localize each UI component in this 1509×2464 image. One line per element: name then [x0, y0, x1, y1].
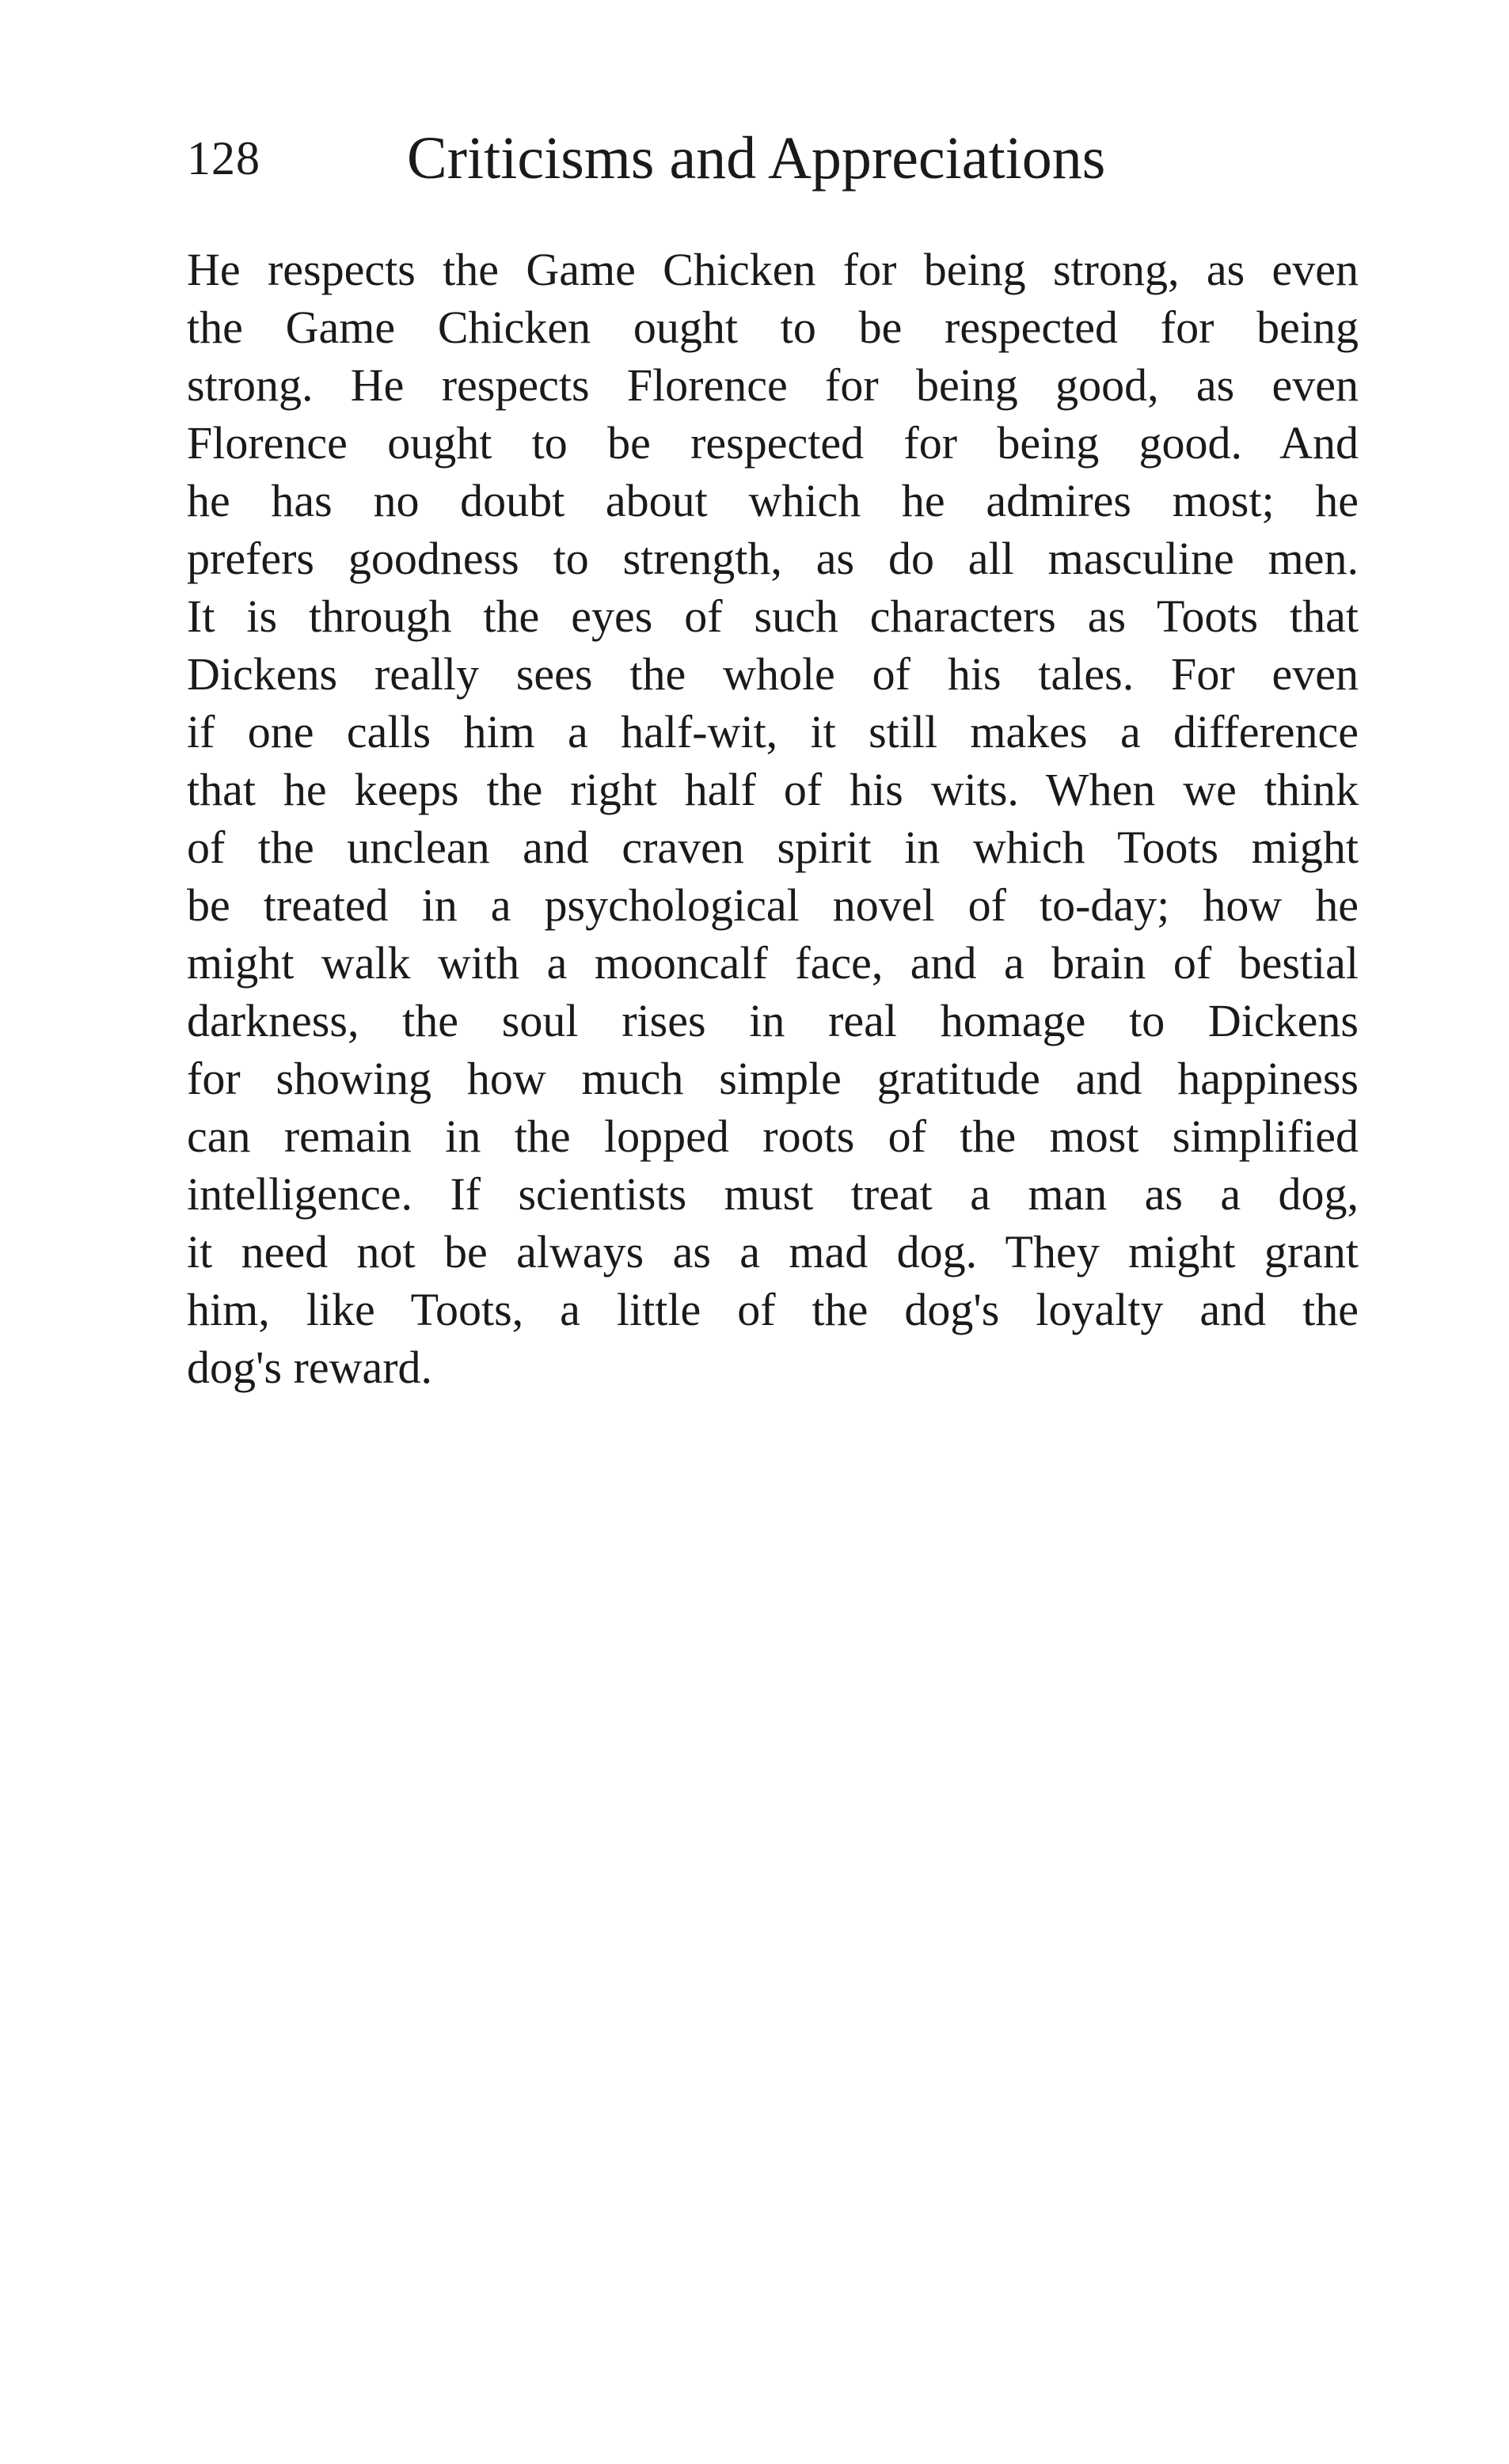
text-line: be treated in a psychological novel of to-day; how he	[187, 879, 1359, 931]
text-line: intelligence. If scientists must treat a man as a dog,	[187, 1168, 1359, 1220]
text-line: he has no doubt about which he admires most; he	[187, 475, 1359, 526]
text-line: Florence ought to be respected for being good. And	[187, 417, 1359, 469]
text-line: He respects the Game Chicken for being strong, as even	[187, 244, 1359, 295]
text-line: might walk with a mooncalf face, and a brain of bestial	[187, 937, 1359, 989]
text-line: It is through the eyes of such characters as Toots that	[187, 590, 1359, 642]
text-line: prefers goodness to strength, as do all masculine men.	[187, 533, 1359, 584]
body-paragraph	[187, 241, 1359, 1396]
text-line: him, like Toots, a little of the dog's loyalty and the	[187, 1284, 1359, 1335]
text-line: can remain in the lopped roots of the most simplified	[187, 1111, 1359, 1162]
text-line: the Game Chicken ought to be respected for being	[187, 302, 1359, 353]
text-line: Dickens really sees the whole of his tales. For even	[187, 648, 1359, 700]
text-line: darkness, the soul rises in real homage to Dickens	[187, 995, 1359, 1046]
text-line: that he keeps the right half of his wits. When we think	[187, 764, 1359, 815]
text-line: of the unclean and craven spirit in which Toots might	[187, 822, 1359, 873]
text-line: if one calls him a half-wit, it still makes a difference	[187, 706, 1359, 757]
text-line: for showing how much simple gratitude and happiness	[187, 1053, 1359, 1104]
text-line: strong. He respects Florence for being good, as even	[187, 359, 1359, 411]
text-line: it need not be always as a mad dog. They might grant	[187, 1226, 1359, 1278]
running-title: Criticisms and Appreciations	[407, 125, 1106, 192]
page-number: 128	[187, 132, 260, 184]
running-head	[187, 119, 1359, 206]
text-line: dog's reward.	[187, 1342, 433, 1393]
